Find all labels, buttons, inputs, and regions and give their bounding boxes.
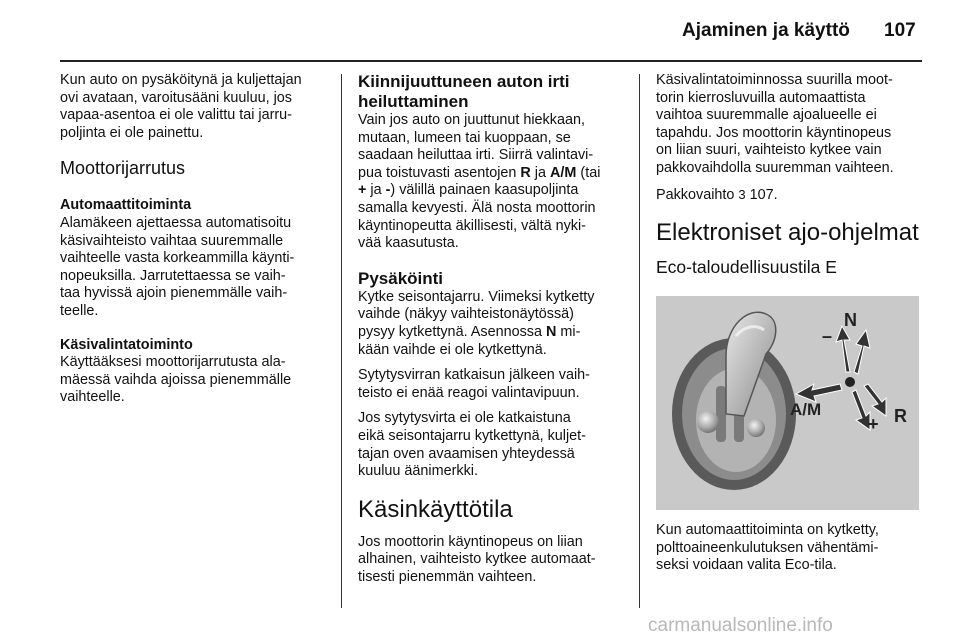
section-heading-engine-braking: Moottorijarrutus: [60, 158, 186, 179]
figure-label-minus: –: [822, 326, 833, 346]
column-divider-2: [639, 74, 640, 608]
parking-paragraph: Kytke seisontajarru. Viimeksi kytketty vaihde (näkyy vaihteistonäytössä) pysyy kytkettynä. Asennossa N mi- kään vaihde ei ole kytkettynä.: [358, 288, 595, 358]
header-divider: [60, 60, 922, 62]
parking-warning-paragraph: Kun auto on pysäköitynä ja kuljettajan ovi avataan, varoitusääni kuuluu, jos vapaa-asentoa ei ole valittu tai jarru- poljinta ei ole painettu.: [60, 72, 302, 141]
subheading-eco-mode: Eco-taloudellisuustila E: [656, 257, 837, 278]
section-heading-manual-mode: Käsinkäyttötila: [358, 495, 513, 523]
figure-label-n: N: [844, 310, 857, 330]
column-2: [358, 72, 630, 594]
figure-label-r: R: [894, 406, 907, 426]
manual-selection-paragraph: Käsivalintatoiminnossa suurilla moot- torin kierrosluvuilla automaattista vaihtoa suuremmalle ajoalueelle ei tapahdu. Jos moottorin käyntinopeus on liian suuri, vaihteisto kytkee vain pakkovaihdolla suuremman vaihteen.: [656, 72, 894, 176]
gear-selector-figure: [656, 296, 919, 510]
column-3: [656, 72, 926, 296]
figure-label-plus: +: [868, 414, 879, 434]
column-3-lower: [656, 522, 926, 583]
chapter-title: Ajaminen ja käyttö: [682, 20, 850, 41]
kickdown-reference: Pakkovaihto 3 107.: [656, 186, 778, 203]
watermark: carmanualsonline.info: [648, 615, 833, 636]
figure-label-am: A/M: [790, 400, 822, 419]
door-warning-paragraph: Jos sytytysvirta ei ole katkaistuna eikä seisontajarru kytkettynä, kuljet- tajan oven avaamisen yhteydessä kuuluu äänimerkki.: [358, 410, 586, 480]
eco-mode-paragraph: Kun automaattitoiminta on kytketty, polttoaineenkulutuksen vähentämi- seksi voidaan valita Eco-tila.: [656, 522, 879, 574]
section-heading-electronic-programs: Elektroniset ajo-ohjelmat: [656, 219, 919, 247]
column-divider-1: [341, 74, 342, 608]
subheading-manual: Käsivalintatoiminto: [60, 336, 193, 353]
page-number: 107: [884, 20, 916, 41]
page-reference-link[interactable]: 107.: [745, 186, 778, 203]
section-heading-rocking: Kiinnijuuttuneen auton irti heiluttaminen: [358, 72, 570, 111]
column-1: [60, 72, 332, 415]
rocking-paragraph: Vain jos auto on juuttunut hiekkaan, mutaan, lumeen tai kuoppaan, se saadaan heiluttaa irti. Siirrä valintavi- pua toistuvasti asentojen R ja A/M (tai + ja -) välillä painaen kaasupoljinta samalla kevyesti. Älä nosta moottorin käyntinopeutta äkillisesti, vältä nyki- vää kaasutusta.: [358, 112, 601, 252]
ignition-paragraph: Sytytysvirran katkaisun jälkeen vaih- teisto ei enää reagoi valintavipuun.: [358, 367, 590, 401]
gear-lever-illustration-icon: [656, 296, 919, 510]
subheading-automatic: Automaattitoiminta: [60, 197, 192, 214]
page-reference-icon[interactable]: 3: [738, 186, 746, 202]
automatic-paragraph: Alamäkeen ajettaessa automatisoitu käsivaihteisto vaihtaa suuremmalle vaihteelle vasta korkeammilla käynti- nopeuksilla. Jarrutettaessa se vaih- taa hyvissä ajoin pienemmälle vaih- teelle.: [60, 214, 295, 319]
manual-mode-paragraph: Jos moottorin käyntinopeus on liian alhainen, vaihteisto kytkee automaat- tisesti pienemmän vaihteen.: [358, 533, 596, 585]
section-heading-parking: Pysäköinti: [358, 268, 444, 288]
manual-paragraph: Käyttääksesi moottorijarrutusta ala- mäessä vaihda ajoissa pienemmälle vaihteelle.: [60, 354, 292, 406]
